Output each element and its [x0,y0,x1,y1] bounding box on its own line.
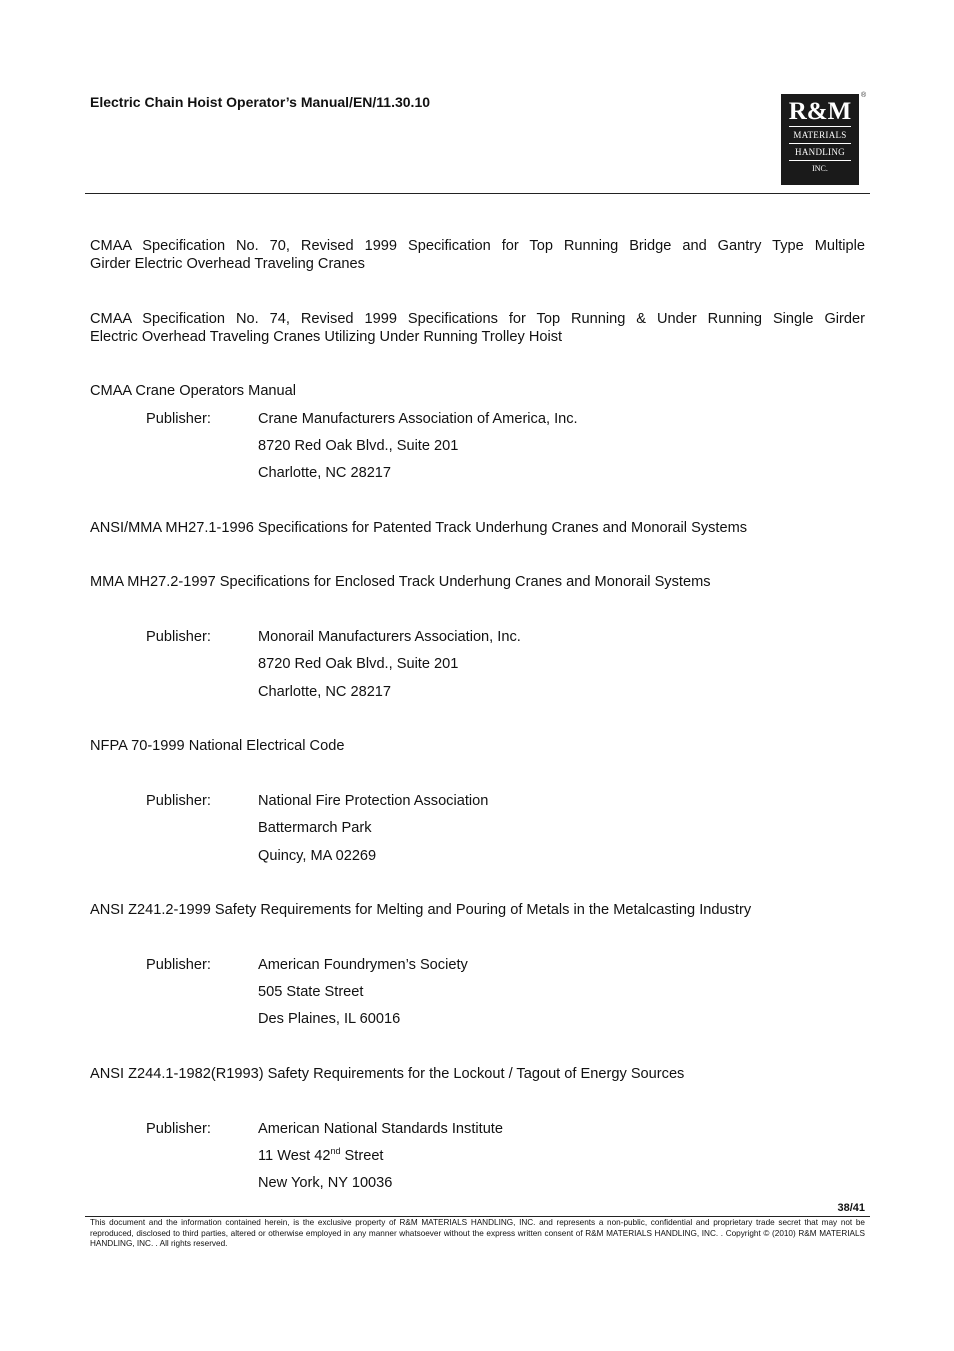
header-divider [85,193,870,194]
document-title: Electric Chain Hoist Operator’s Manual/EN/11.30.10 [90,94,431,110]
registered-mark: ® [861,92,867,99]
publisher-address [258,1147,384,1165]
reference-line: Girder Electric Overhead Traveling Cranes [90,256,365,272]
logo-brand: R&M [788,98,852,125]
publisher-label: Publisher: [146,957,211,973]
reference-line: Electric Overhead Traveling Cranes Utilizing Under Running Trolley Hoist [90,329,563,345]
reference-line: CMAA Specification No. 74, Revised 1999 Specifications for Top Running & Under Running Single Girder [90,311,865,327]
logo-line-handling: HANDLING [795,147,845,157]
publisher-city: Charlotte, NC 28217 [258,684,392,700]
reference-ansi-mh27-1: ANSI/MMA MH27.1-1996 Specifications for Patented Track Underhung Cranes and Monorail Systems [90,520,748,536]
company-logo [781,94,859,185]
address-street-suffix: Street [340,1148,384,1164]
reference-cmaa74 [90,310,865,346]
publisher-address: 505 State Street [258,984,364,1000]
publisher-label: Publisher: [146,793,211,809]
publisher-city: Charlotte, NC 28217 [258,465,392,481]
publisher-address: 8720 Red Oak Blvd., Suite 201 [258,656,459,672]
ordinal-suffix: nd [330,1146,341,1156]
page-number: 38/41 [837,1202,865,1214]
publisher-label: Publisher: [146,411,211,427]
publisher-label: Publisher: [146,629,211,645]
reference-nfpa70: NFPA 70-1999 National Electrical Code [90,738,345,754]
publisher-name: Monorail Manufacturers Association, Inc. [258,629,521,645]
publisher-name: American National Standards Institute [258,1121,503,1137]
legal-notice: This document and the information contained herein, is the exclusive property of R&M MATERIALS HANDLING, INC. and represents a non-public, confidential and proprietary trade secret that may not be reproduced, disclosed to third parties, altered or otherwise employed in any manner whatsoever without the express written consent of R&M MATERIALS HANDLING, INC. . Copyright © (2010) R&M MATERIALS HANDLING, INC. . All rights reserved. [90,1218,865,1248]
footer-divider [85,1216,870,1217]
reference-ansi-z241: ANSI Z241.2-1999 Safety Requirements for Melting and Pouring of Metals in the Metalcasting Industry [90,902,752,918]
publisher-name: National Fire Protection Association [258,793,489,809]
publisher-city: Des Plaines, IL 60016 [258,1011,401,1027]
publisher-address: 8720 Red Oak Blvd., Suite 201 [258,438,459,454]
logo-line-inc: INC. [812,164,828,173]
reference-ansi-z244: ANSI Z244.1-1982(R1993) Safety Requirements for the Lockout / Tagout of Energy Sources [90,1066,685,1082]
address-street-number: 11 West 42 [258,1148,331,1164]
publisher-name: Crane Manufacturers Association of America, Inc. [258,411,578,427]
logo-line-materials: MATERIALS [793,130,847,140]
reference-line: CMAA Specification No. 70, Revised 1999 Specification for Top Running Bridge and Gantry Type Multiple [90,238,865,254]
publisher-address: Battermarch Park [258,820,372,836]
publisher-label: Publisher: [146,1121,211,1137]
publisher-city: New York, NY 10036 [258,1175,393,1191]
reference-mma-mh27-2: MMA MH27.2-1997 Specifications for Enclosed Track Underhung Cranes and Monorail Systems [90,574,711,590]
publisher-city: Quincy, MA 02269 [258,848,377,864]
reference-cmaa70 [90,237,865,273]
publisher-name: American Foundrymen’s Society [258,957,468,973]
reference-cmaa-manual: CMAA Crane Operators Manual [90,383,297,399]
